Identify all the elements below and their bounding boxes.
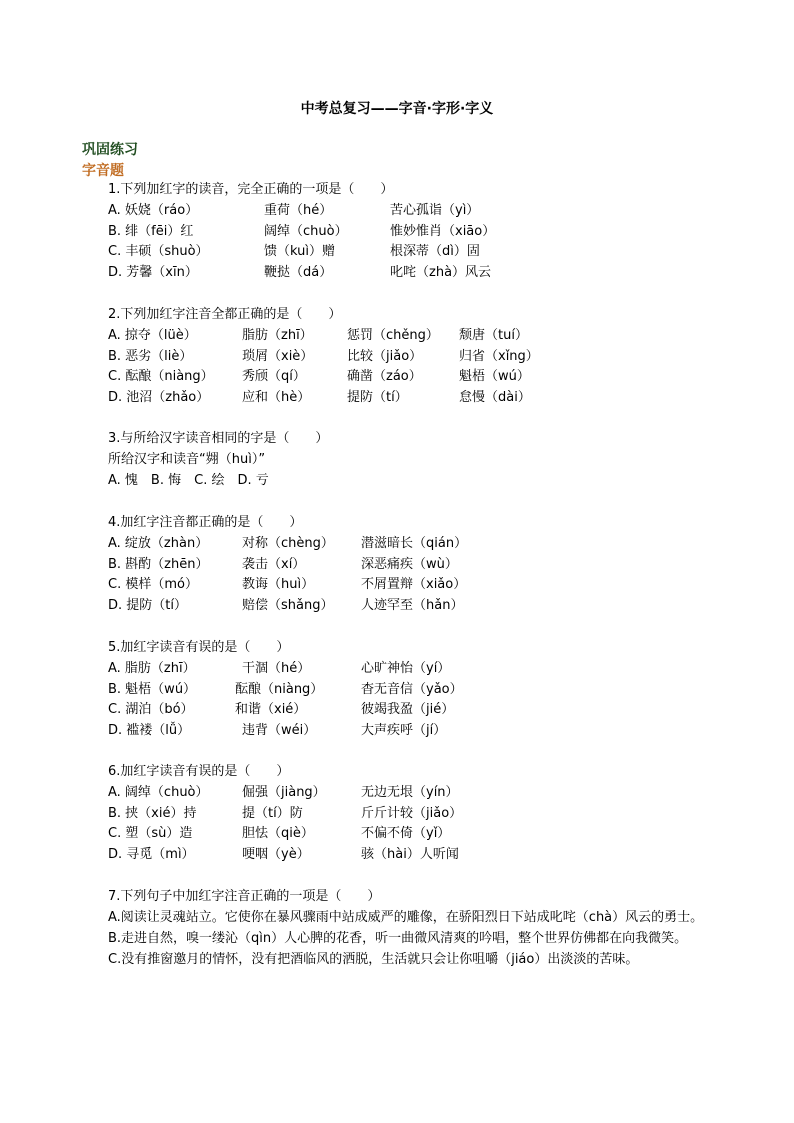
option: A. 妖娆（ráo） bbox=[108, 202, 199, 218]
option-item: 彼竭我盈（jié） bbox=[361, 702, 455, 718]
option-item: 不屑置辩（xiǎo） bbox=[361, 577, 467, 593]
option: B. 恶劣（liè） bbox=[108, 348, 193, 364]
option-item: 颓唐（tuí） bbox=[459, 327, 528, 343]
option-item: 不偏不倚（yǐ） bbox=[361, 826, 451, 842]
question-prompt: 所给汉字和读音“翙（huì）” bbox=[108, 451, 266, 467]
option-paragraph: C.没有推窗邀月的情怀，没有把酒临风的洒脱，生活就只会让你咀嚼（jiáo）出淡淡的苦味。 bbox=[108, 951, 639, 967]
option: D. 寻觅（mì） bbox=[108, 847, 195, 863]
option-item: 确凿（záo） bbox=[347, 369, 422, 385]
option-item: 阔绰（chuò） bbox=[264, 223, 348, 239]
option-item: 秀颀（qí） bbox=[242, 369, 306, 385]
option-item: 提（tí）防 bbox=[242, 805, 303, 821]
option: A. 绽放（zhàn） bbox=[108, 535, 209, 551]
option: D. 芳馨（xīn） bbox=[108, 265, 198, 281]
option: A. 脂肪（zhī） bbox=[108, 660, 196, 676]
option: C. 模样（mó） bbox=[108, 577, 198, 593]
option-item: 琐屑（xiè） bbox=[242, 348, 314, 364]
section-heading-pronunciation: 字音题 bbox=[82, 163, 124, 179]
option-item: 人迹罕至（hǎn） bbox=[361, 598, 464, 614]
option-item: 干涸（hé） bbox=[242, 660, 311, 676]
question-stem: 3.与所给汉字读音相同的字是（ ） bbox=[108, 431, 329, 446]
option: C. 酝酿（niàng） bbox=[108, 369, 214, 385]
option-item: 惟妙惟肖（xiāo） bbox=[390, 223, 496, 239]
option-item: 大声疾呼（jí） bbox=[361, 723, 447, 739]
option: D. 提防（tí） bbox=[108, 598, 187, 614]
option-item: 叱咤（zhà）风云 bbox=[390, 265, 492, 281]
option-item: 杳无音信（yǎo） bbox=[361, 681, 463, 697]
option-item: 倔强（jiàng） bbox=[242, 784, 326, 800]
option-item: 无边无垠（yín） bbox=[361, 784, 459, 800]
option: D. 池沼（zhǎo） bbox=[108, 390, 210, 406]
option: A. 掠夺（lüè） bbox=[108, 327, 197, 343]
question-stem: 1.下列加红字的读音，完全正确的一项是（ ） bbox=[108, 182, 394, 197]
option-item: 教诲（huì） bbox=[242, 577, 315, 593]
question-stem: 2.下列加红字注音全都正确的是（ ） bbox=[108, 307, 342, 322]
option-item: 心旷神怡（yí） bbox=[361, 660, 451, 676]
option-item: 骇（hài）人听闻 bbox=[361, 847, 459, 863]
option-item: 脂肪（zhī） bbox=[242, 327, 313, 343]
option-item: 酝酿（niàng） bbox=[235, 681, 324, 697]
question-stem: 4.加红字注音都正确的是（ ） bbox=[108, 515, 303, 530]
option-item: 馈（kuì）赠 bbox=[264, 244, 335, 260]
option-item: 斤斤计较（jiǎo） bbox=[361, 805, 463, 821]
question-stem: 6.加红字读音有误的是（ ） bbox=[108, 764, 290, 779]
option-item: 比较（jiǎo） bbox=[347, 348, 423, 364]
option-item: 和谐（xié） bbox=[235, 702, 307, 718]
option-item: 违背（wéi） bbox=[242, 723, 317, 739]
option-item: 对称（chèng） bbox=[242, 535, 334, 551]
option-item: 怠慢（dài） bbox=[459, 390, 531, 406]
question-stem: 5.加红字读音有误的是（ ） bbox=[108, 640, 290, 655]
option-paragraph: A.阅读让灵魂站立。它使你在暴风骤雨中站成威严的雕像，在骄阳烈日下站成叱咤（chà）风云的勇士。 bbox=[108, 910, 704, 925]
option-item: 根深蒂（dì）固 bbox=[390, 244, 480, 260]
option: B. 绯（fēi）红 bbox=[108, 223, 194, 239]
option-item: 重荷（hé） bbox=[264, 202, 333, 218]
option: B. 斟酌（zhēn） bbox=[108, 556, 209, 572]
option-item: 提防（tí） bbox=[347, 390, 408, 406]
option: B. 魁梧（wú） bbox=[108, 681, 197, 697]
option-item: 魁梧（wú） bbox=[459, 369, 530, 385]
option-item: 哽咽（yè） bbox=[242, 847, 310, 863]
option: C. 丰硕（shuò） bbox=[108, 244, 209, 260]
option-item: 胆怯（qiè） bbox=[242, 826, 314, 842]
section-heading-practice: 巩固练习 bbox=[82, 142, 138, 158]
option: A. 阔绰（chuò） bbox=[108, 784, 209, 800]
option-item: 潜滋暗长（qián） bbox=[361, 535, 468, 551]
option: B. 挟（xié）持 bbox=[108, 805, 197, 821]
page-title: 中考总复习——字音·字形·字义 bbox=[300, 101, 494, 117]
option-item: 袭击（xí） bbox=[242, 556, 306, 572]
option-item: 苦心孤诣（yì） bbox=[390, 202, 480, 218]
option-item: 深恶痛疾（wù） bbox=[361, 556, 458, 572]
option-item: 惩罚（chěng） bbox=[347, 327, 439, 343]
option-item: 归省（xǐng） bbox=[459, 348, 539, 364]
question-7-options bbox=[82, 908, 722, 970]
option-paragraph: B.走进自然，嗅一缕沁（qìn）人心脾的花香，听一曲微风清爽的吟唱，整个世界仿佛都在向我微笑。 bbox=[108, 930, 688, 946]
option: D. 褴褛（lǚ） bbox=[108, 723, 191, 739]
option-item: 鞭挞（dá） bbox=[264, 265, 333, 281]
option: A. 愧 B. 悔 C. 绘 D. 亏 bbox=[108, 472, 269, 488]
option: C. 湖泊（bó） bbox=[108, 702, 194, 718]
question-stem: 7.下列句子中加红字注音正确的一项是（ ） bbox=[108, 889, 381, 904]
option-item: 应和（hè） bbox=[242, 390, 311, 406]
option-item: 赔偿（shǎng） bbox=[242, 598, 334, 614]
option: C. 塑（sù）造 bbox=[108, 826, 193, 842]
